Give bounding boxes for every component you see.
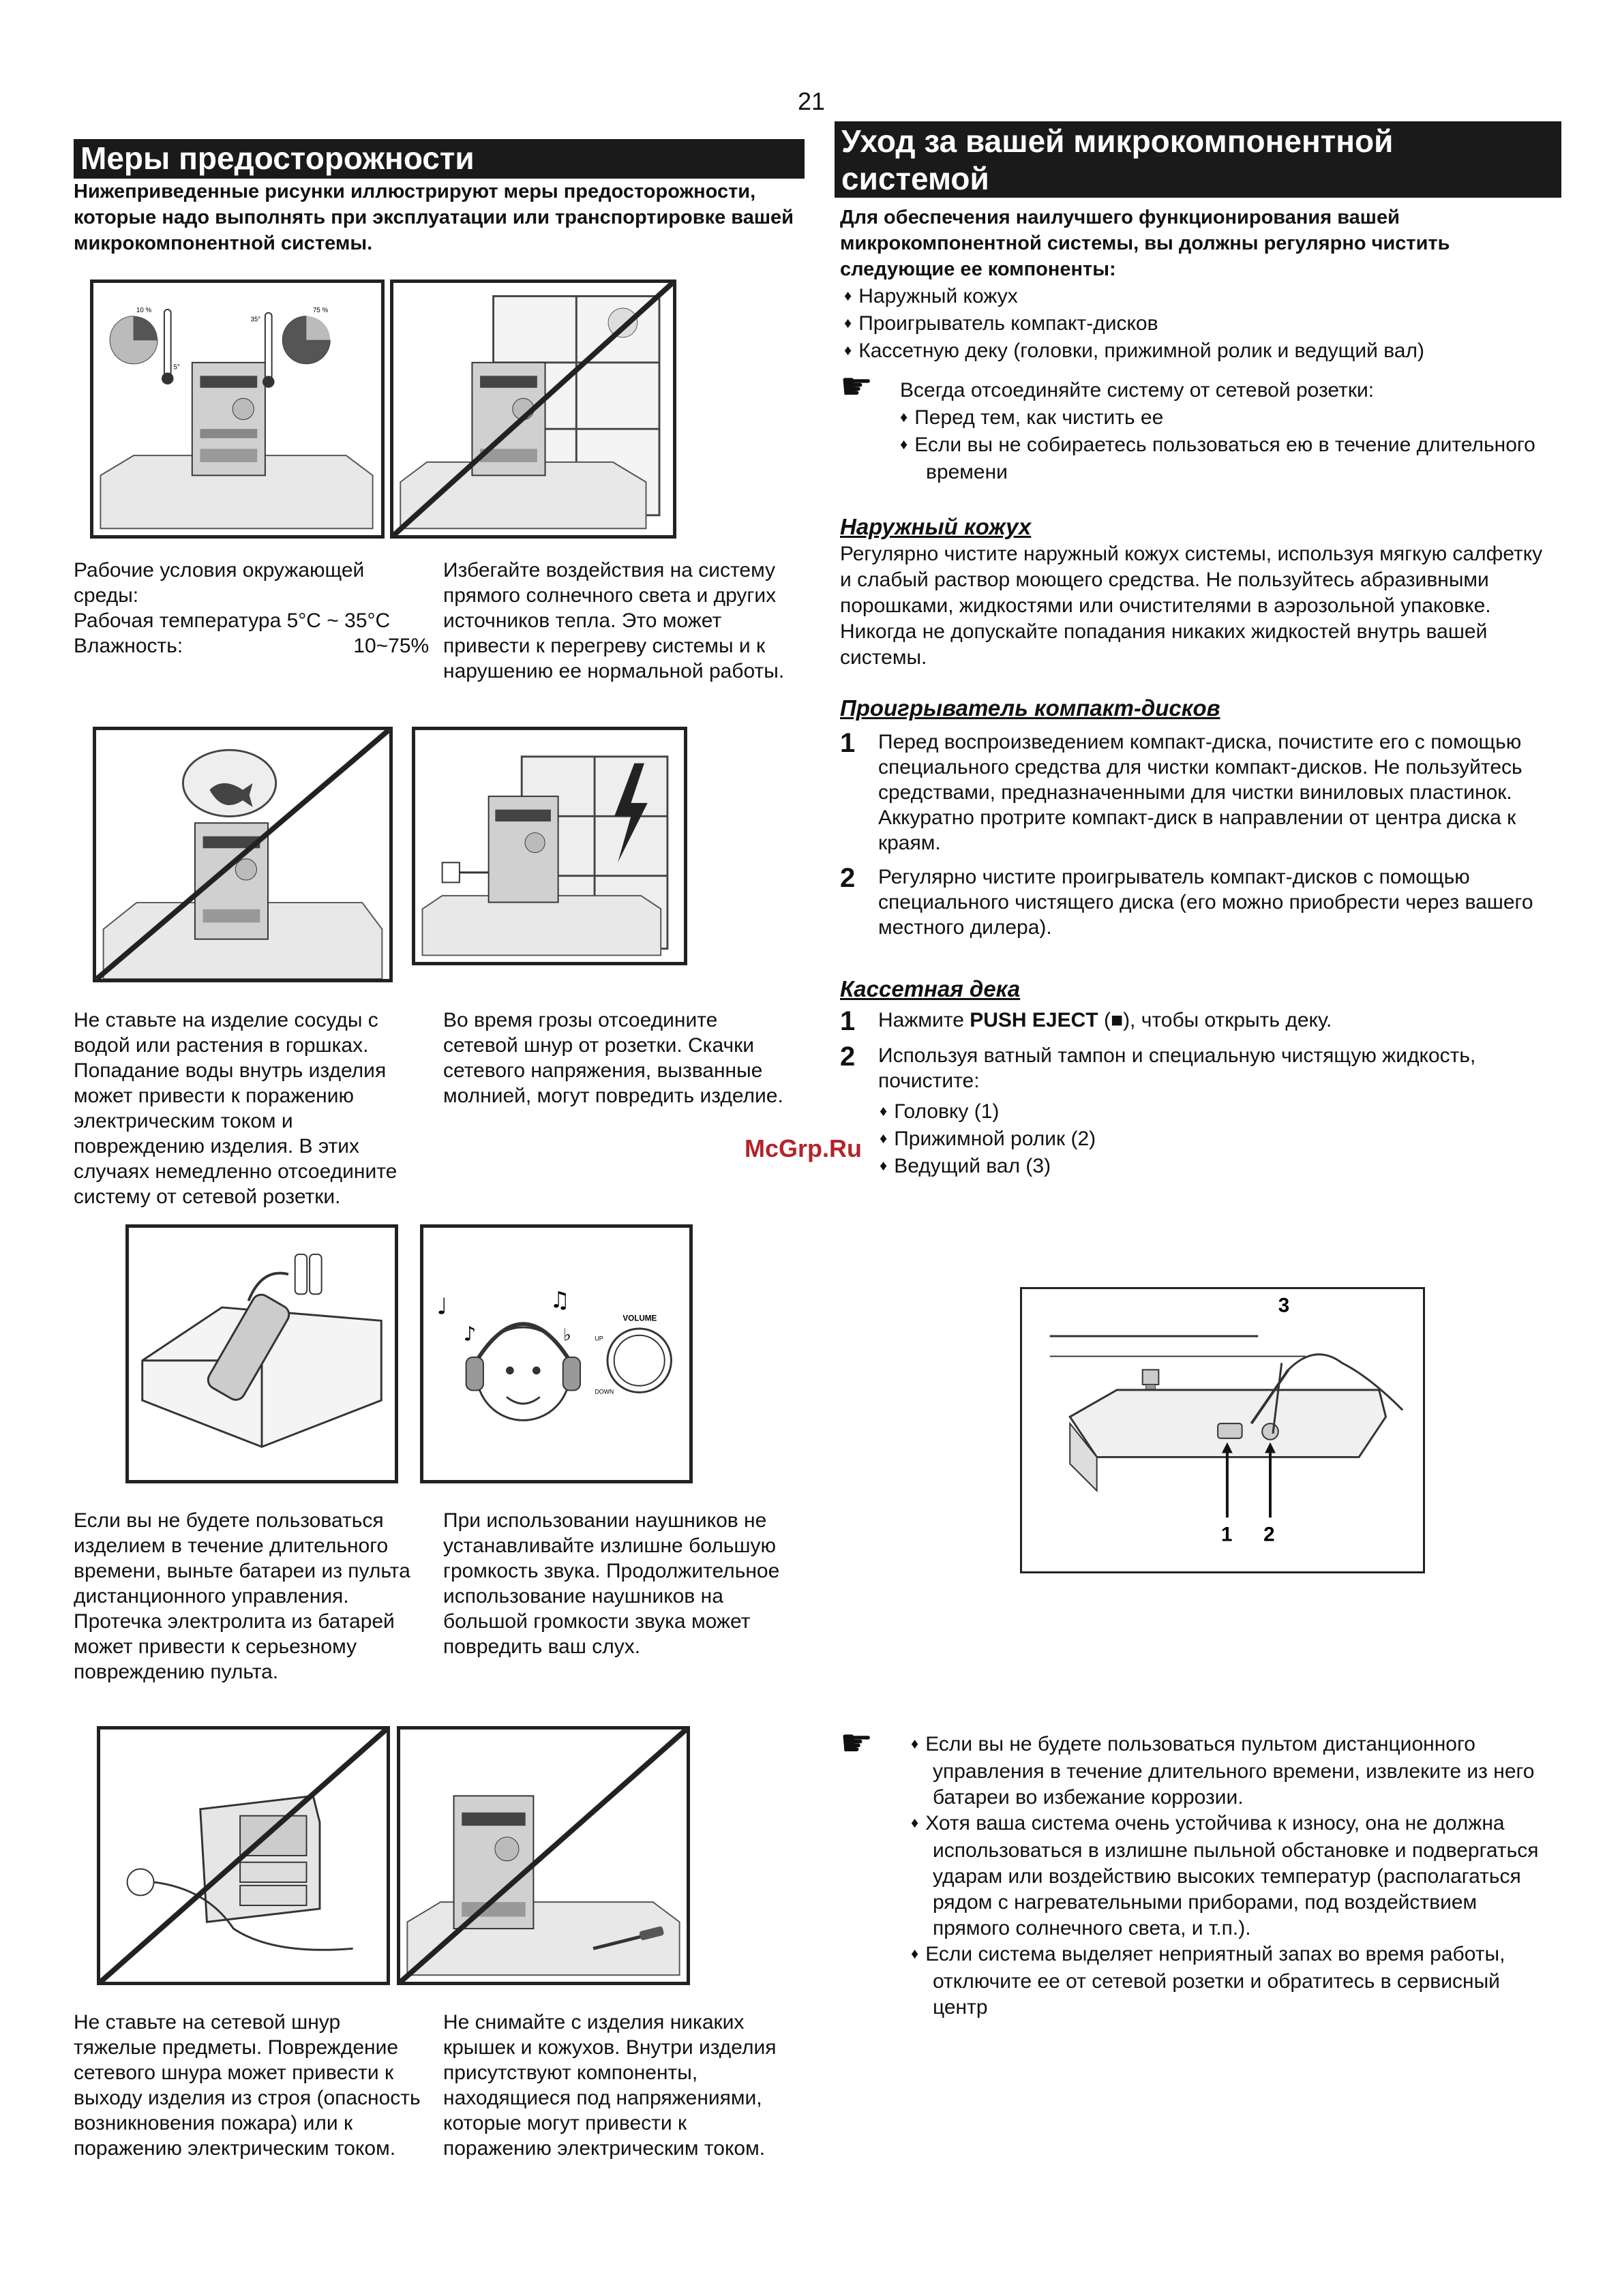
bottom-note: ♦ Если вы не будете пользоваться пультом дистанционного управления в течение длительного времени, извлеките из него батареи во избежание коррозии. [911,1732,1552,1811]
bottom-note: ♦ Если система выделяет неприятный запах во время работы, отключите ее от сетевой розетки и обратитесь в сервисный центр [911,1942,1552,2021]
power-cord-figure [97,1726,390,1985]
sunlight-figure [390,280,676,539]
head-label: 1 [1221,1523,1233,1546]
bottom-note: ♦ Хотя ваша система очень устойчива к износу, она не должна использоваться в излишне пыльной обстановке и подвергаться ударам или воздействию высоких температур (располагаться рядом с нагревательными приборами, под воздействием прямого солнечного света, и т.п.). [911,1811,1552,1942]
deck-clean-list [880,1099,1357,1181]
caption-storm: Во время грозы отсоедините сетевой шнур от розетки. Скачки сетевого напряжения, вызванные молнией, могут повредить изделие. [443,1009,783,1107]
step-number: 1 [840,728,856,758]
caption-water: Не ставьте на изделие сосуды с водой или растения в горшках. Попадание воды внутрь изделия может привести к поражению электрическим током и повреждению изделия. В этих случаях немедленно отсоедините систему от сетевой розетки. [74,1009,397,1208]
note-list [900,405,1555,485]
component-item: ♦ Проигрыватель компакт-дисков [844,311,1553,338]
headphones-figure [420,1224,693,1483]
care-intro: Для обеспечения наилучшего функционирования вашей микрокомпонентной системы, вы должны регулярно чистить следующие ее компоненты: [840,207,1450,280]
svg-text:♩: ♩ [436,1293,448,1320]
svg-text:♭: ♭ [562,1325,571,1345]
caption-power-cord: Не ставьте на сетевой шнур тяжелые предметы. Повреждение сетевого шнура может привести к выходу изделия из строя (опасность возникновения пожара) или к поражению электрическим током. [74,2011,421,2160]
pinch-roller-label: 2 [1263,1523,1275,1546]
step-number: 2 [840,1042,856,1072]
bottom-notes [911,1732,1552,2021]
cd-step-1 [840,729,1549,856]
watermark: McGrp.Ru [745,1134,862,1162]
env-line-2: среды: [74,584,139,607]
storm-figure [412,727,687,965]
env-line-3: Рабочая температура 5°C ~ 35°C [74,609,391,632]
water-figure [93,727,393,982]
deck-step-1 [840,1008,1549,1035]
volume-label: VOLUME [622,1314,657,1323]
step-number: 1 [840,1006,856,1036]
care-heading [835,121,1561,198]
temp-low-label: 5° [173,363,180,372]
humidity-high-label: 75 % [313,306,329,314]
deck-title: Кассетная дека [840,976,1021,1001]
environment-figure [90,280,385,539]
deck-item: ♦ Ведущий вал (3) [880,1153,1357,1181]
caption-covers: Не снимайте с изделия никаких крышек и кожухов. Внутри изделия присутствуют компоненты, находящиеся под напряжениями, которые могут привести к поражению электрическим током. [443,2011,777,2160]
cassette-deck-figure [1020,1287,1425,1573]
precautions-intro: Нижеприведенные рисунки иллюстрируют меры предосторожности, которые надо выполнять при эксплуатации или транспортировке вашей микрокомпонентной системы. [74,181,794,254]
env-line-1: Рабочие условия окружающей [74,559,365,581]
caption-environment [74,558,430,659]
care-heading-line2: системой [841,161,989,196]
page-number: 21 [798,87,826,115]
deck-item: ♦ Прижимной ролик (2) [880,1126,1357,1153]
deck-step-2 [840,1043,1549,1093]
precautions-heading: Меры предосторожности [74,139,805,179]
component-item: ♦ Кассетную деку (головки, прижимной ролик и ведущий вал) [844,338,1553,365]
humidity-low-label: 10 % [136,306,152,314]
caption-sunlight: Избегайте воздействия на систему прямого солнечного света и других источников тепла. Это может привести к перегреву системы и к нарушению ее нормальной работы. [443,559,785,682]
pointing-hand-icon: ☛ [840,366,873,407]
caption-headphones: При использовании наушников не устанавливайте излишне большую громкость звука. Продолжительное использование наушников на большой громкости звука может повредить ваш слух. [443,1509,780,1658]
note-item: ♦ Если вы не собираетесь пользоваться ею в течение длительного времени [900,432,1555,485]
volume-up-label: UP [595,1335,603,1342]
covers-figure [397,1726,690,1985]
cd-step-2 [840,864,1549,940]
step-number: 2 [840,863,856,893]
volume-down-label: DOWN [595,1388,614,1395]
capstan-label: 3 [1278,1294,1290,1317]
note-item: ♦ Перед тем, как чистить ее [900,405,1555,432]
component-item: ♦ Наружный кожух [844,284,1553,311]
step-text: Перед воспроизведением компакт-диска, почистите его с помощью специального средства для чистки компакт-дисков. Не пользуйтесь средствами, предназначенными для чистки виниловых пластинок. Аккуратно протрите компакт-диск в направлении от центра диска к краям. [878,731,1522,854]
env-line-4: Влажность: 10~75% [74,635,430,657]
svg-text:♫: ♫ [550,1286,570,1313]
svg-text:♪: ♪ [463,1322,477,1346]
battery-figure [125,1224,398,1483]
caption-battery: Если вы не будете пользоваться изделием в течение длительного времени, выньте батареи из пульта дистанционного управления. Протечка электролита из батарей может привести к серьезному повреждению пульта. [74,1509,410,1683]
deck-item: ♦ Головку (1) [880,1099,1357,1126]
step-text: Регулярно чистите проигрыватель компакт-дисков с помощью специального чистящего диска (его можно приобрести через вашего местного дилера). [878,866,1533,939]
components-list [844,284,1553,365]
case-text: Регулярно чистите наружный кожух системы, используя мягкую салфетку и слабый раствор моющего средства. Не пользуйтесь абразивными порошками, жидкостями или очистителями в аэрозольной упаковке. Никогда не допускайте попадания никаких жидкостей внутрь вашей системы. [840,543,1543,669]
step-text: Используя ватный тампон и специальную чистящую жидкость, почистите: [878,1044,1476,1092]
step-text: Нажмите PUSH EJECT (■), чтобы открыть деку. [878,1009,1332,1031]
temp-high-label: 35° [250,316,261,324]
care-heading-line1: Уход за вашей микрокомпонентной [841,123,1394,159]
pointing-hand-icon: ☛ [840,1723,873,1764]
note-intro: Всегда отсоединяйте систему от сетевой розетки: [900,379,1375,402]
cd-title: Проигрыватель компакт-дисков [840,695,1220,721]
case-title: Наружный кожух [840,514,1032,539]
